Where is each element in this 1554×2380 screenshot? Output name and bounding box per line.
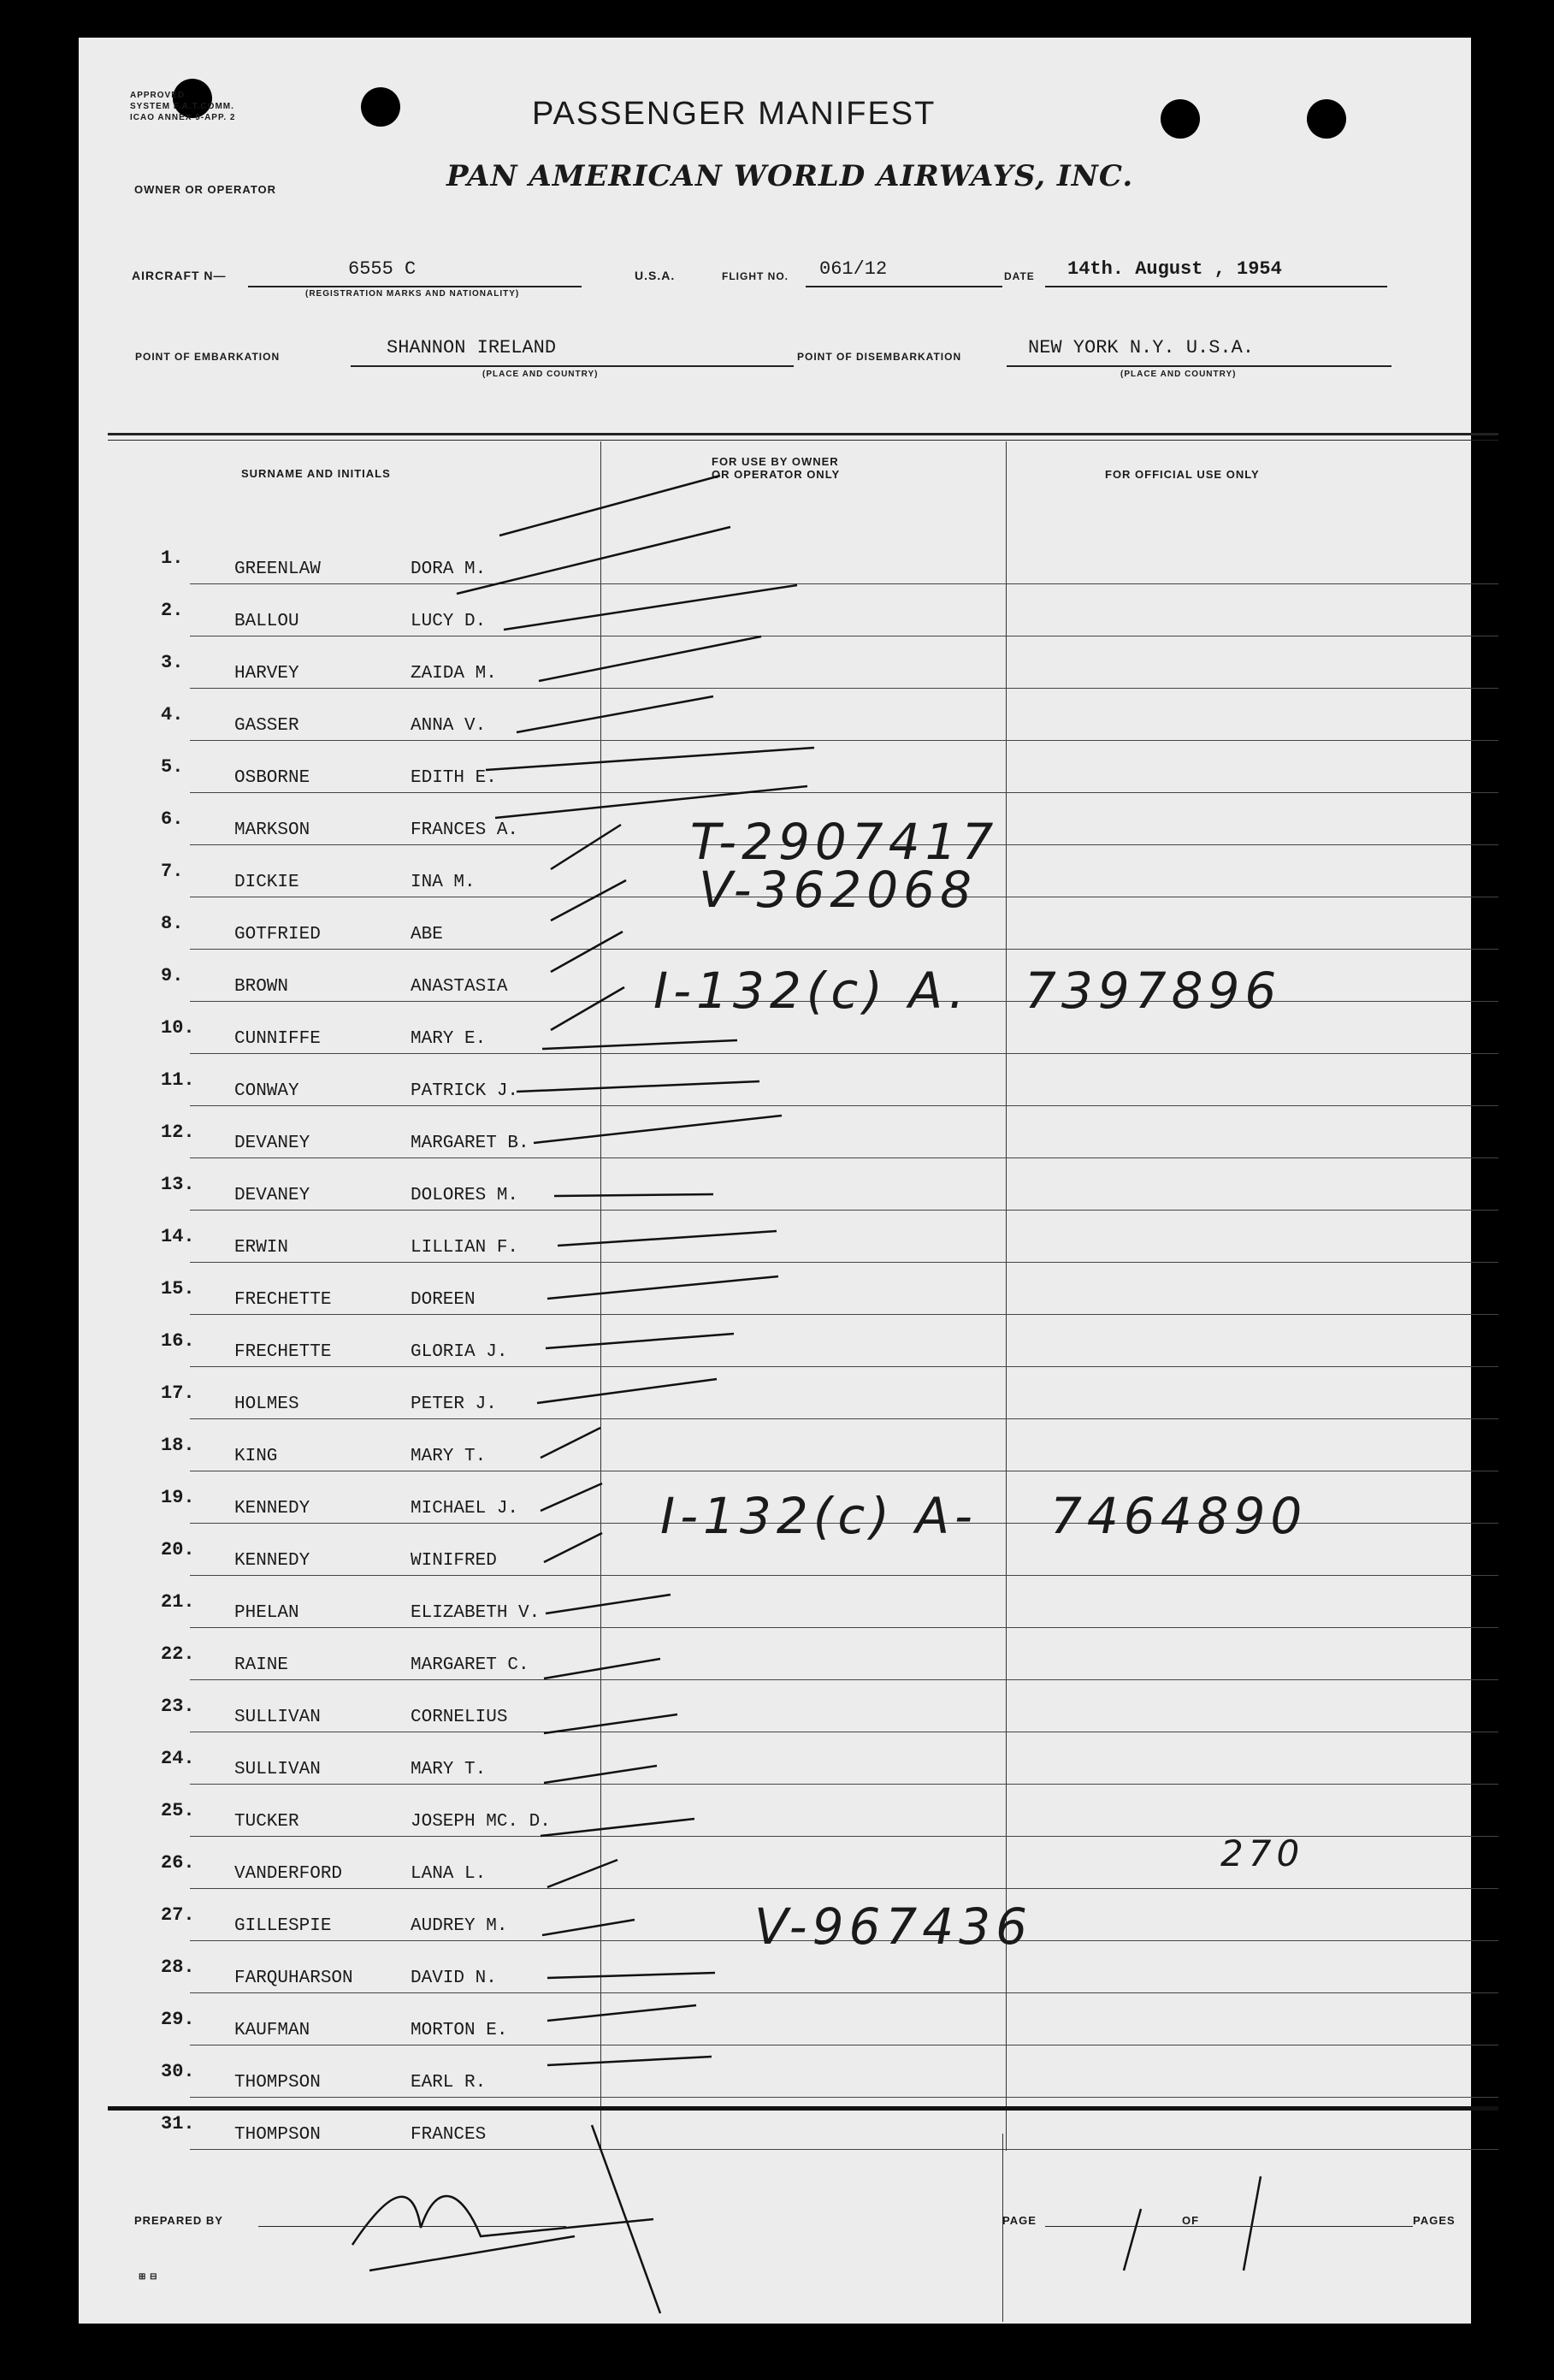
date-value: 14th. August , 1954 xyxy=(1067,258,1282,280)
passenger-initials: MARY T. xyxy=(411,1447,487,1466)
registration-note: (REGISTRATION MARKS AND NATIONALITY) xyxy=(305,289,520,299)
approval-line-3: ICAO ANNEX 9-APP. 2 xyxy=(130,113,236,122)
col-owner-header-2: OR OPERATOR ONLY xyxy=(712,468,841,481)
passenger-surname: GREENLAW xyxy=(234,559,321,579)
passenger-surname: HOLMES xyxy=(234,1394,299,1414)
row-number: 4. xyxy=(161,704,184,725)
passenger-surname: VANDERFORD xyxy=(234,1864,343,1884)
passenger-initials: ZAIDA M. xyxy=(411,664,497,684)
passenger-initials: PETER J. xyxy=(411,1394,497,1414)
passenger-initials: WINIFRED xyxy=(411,1551,497,1571)
row-number: 8. xyxy=(161,913,184,934)
manifest-sheet xyxy=(79,38,1471,2324)
passenger-initials: FRANCES A. xyxy=(411,820,519,840)
passenger-surname: SULLIVAN xyxy=(234,1760,321,1779)
passenger-initials: ANASTASIA xyxy=(411,977,508,997)
prepared-label: PREPARED BY xyxy=(134,2214,223,2227)
row-number: 18. xyxy=(161,1435,195,1456)
passenger-initials: EARL R. xyxy=(411,2073,487,2093)
handwritten-row8: V-362068 xyxy=(699,861,977,919)
passenger-initials: DOLORES M. xyxy=(411,1186,519,1205)
row-number: 31. xyxy=(161,2113,195,2134)
of-label: OF xyxy=(1182,2214,1200,2227)
passenger-surname: CUNNIFFE xyxy=(234,1029,321,1049)
col-official-header: FOR OFFICIAL USE ONLY xyxy=(1105,468,1260,481)
passenger-surname: THOMPSON xyxy=(234,2125,321,2145)
handwritten-row28: V-967436 xyxy=(754,1897,1032,1956)
embark-label: POINT OF EMBARKATION xyxy=(135,351,281,363)
row-number: 26. xyxy=(161,1852,195,1874)
row-number: 12. xyxy=(161,1122,195,1143)
passenger-initials: CORNELIUS xyxy=(411,1708,508,1727)
passenger-surname: PHELAN xyxy=(234,1603,299,1623)
operator-name: PAN AMERICAN WORLD AIRWAYS, INC. xyxy=(446,159,1134,193)
passenger-initials: INA M. xyxy=(411,873,476,892)
page-label: PAGE xyxy=(1002,2214,1037,2227)
passenger-surname: THOMPSON xyxy=(234,2073,321,2093)
row-number: 21. xyxy=(161,1591,195,1613)
passenger-initials: MORTON E. xyxy=(411,2021,508,2040)
form-code: ⊞ ⊟ xyxy=(139,2272,158,2282)
passenger-surname: DEVANEY xyxy=(234,1186,310,1205)
row-number: 27. xyxy=(161,1904,195,1926)
row-number: 30. xyxy=(161,2061,195,2082)
disembark-value: NEW YORK N.Y. U.S.A. xyxy=(1028,337,1255,358)
row-number: 22. xyxy=(161,1643,195,1665)
passenger-surname: OSBORNE xyxy=(234,768,310,788)
handwritten-row20-b: 7464890 xyxy=(1050,1487,1308,1545)
row-number: 9. xyxy=(161,965,184,986)
row-number: 15. xyxy=(161,1278,195,1300)
passenger-surname: KENNEDY xyxy=(234,1551,310,1571)
passenger-initials: DORA M. xyxy=(411,559,487,579)
passenger-initials: MARY E. xyxy=(411,1029,487,1049)
disembark-label: POINT OF DISEMBARKATION xyxy=(797,351,962,363)
row-number: 25. xyxy=(161,1800,195,1821)
passenger-surname: KING xyxy=(234,1447,278,1466)
passenger-surname: ERWIN xyxy=(234,1238,289,1258)
passenger-surname: CONWAY xyxy=(234,1081,299,1101)
page-number xyxy=(1120,2194,1149,2235)
passenger-surname: TUCKER xyxy=(234,1812,299,1832)
passenger-surname: HARVEY xyxy=(234,664,299,684)
row-number: 20. xyxy=(161,1539,195,1560)
passenger-surname: GASSER xyxy=(234,716,299,736)
passenger-surname: RAINE xyxy=(234,1655,289,1675)
passenger-surname: SULLIVAN xyxy=(234,1708,321,1727)
handwritten-row10-a: I-132(c) A. xyxy=(653,962,970,1020)
row-number: 23. xyxy=(161,1696,195,1717)
row-number: 10. xyxy=(161,1017,195,1039)
row-number: 2. xyxy=(161,600,184,621)
usa-label: U.S.A. xyxy=(635,269,676,282)
passenger-initials: MARGARET B. xyxy=(411,1134,529,1153)
row-number: 7. xyxy=(161,861,184,882)
aircraft-value: 6555 C xyxy=(348,258,417,280)
embark-value: SHANNON IRELAND xyxy=(387,337,557,358)
row-number: 29. xyxy=(161,2009,195,2030)
passenger-initials: GLORIA J. xyxy=(411,1342,508,1362)
passenger-surname: FRECHETTE xyxy=(234,1342,332,1362)
page-total xyxy=(1242,2194,1270,2235)
page-title: PASSENGER MANIFEST xyxy=(532,96,937,132)
passenger-initials: LILLIAN F. xyxy=(411,1238,519,1258)
passenger-surname: FRECHETTE xyxy=(234,1290,332,1310)
handwritten-row7: T-2907417 xyxy=(690,813,999,871)
passenger-surname: GILLESPIE xyxy=(234,1916,332,1936)
passenger-surname: BALLOU xyxy=(234,612,299,631)
embark-place-note: (PLACE AND COUNTRY) xyxy=(482,370,599,379)
col-surname-header: SURNAME AND INITIALS xyxy=(241,467,391,480)
passenger-initials: MARY T. xyxy=(411,1760,487,1779)
date-label: DATE xyxy=(1004,270,1035,282)
passenger-initials: PATRICK J. xyxy=(411,1081,519,1101)
passenger-initials: MICHAEL J. xyxy=(411,1499,519,1519)
passenger-initials: JOSEPH MC. D. xyxy=(411,1812,551,1832)
passenger-initials: ELIZABETH V. xyxy=(411,1603,541,1623)
passenger-initials: MARGARET C. xyxy=(411,1655,529,1675)
check-marks xyxy=(79,38,1471,2324)
row-number: 24. xyxy=(161,1748,195,1769)
pages-label: PAGES xyxy=(1413,2214,1456,2227)
passenger-initials: DOREEN xyxy=(411,1290,476,1310)
row-number: 14. xyxy=(161,1226,195,1247)
passenger-initials: EDITH E. xyxy=(411,768,497,788)
owner-label: OWNER OR OPERATOR xyxy=(134,183,277,196)
row-number: 3. xyxy=(161,652,184,673)
row-number: 19. xyxy=(161,1487,195,1508)
passenger-surname: DICKIE xyxy=(234,873,299,892)
handwritten-row10-b: 7397896 xyxy=(1025,962,1282,1020)
passenger-initials: ANNA V. xyxy=(411,716,487,736)
passenger-surname: BROWN xyxy=(234,977,289,997)
row-number: 13. xyxy=(161,1174,195,1195)
passenger-initials: AUDREY M. xyxy=(411,1916,508,1936)
approval-line-2: SYSTEM F.A.T.COMM. xyxy=(130,102,234,111)
passenger-surname: MARKSON xyxy=(234,820,310,840)
row-number: 1. xyxy=(161,548,184,569)
row-number: 11. xyxy=(161,1069,195,1091)
passenger-surname: FARQUHARSON xyxy=(234,1969,353,1988)
row-number: 16. xyxy=(161,1330,195,1352)
row-number: 28. xyxy=(161,1957,195,1978)
passenger-surname: GOTFRIED xyxy=(234,925,321,944)
handwritten-row26-official: 270 xyxy=(1220,1832,1305,1874)
flight-value: 061/12 xyxy=(819,258,888,280)
passenger-initials: LUCY D. xyxy=(411,612,487,631)
disembark-place-note: (PLACE AND COUNTRY) xyxy=(1120,370,1237,379)
passenger-initials: FRANCES xyxy=(411,2125,487,2145)
aircraft-label: AIRCRAFT N— xyxy=(132,269,227,282)
passenger-surname: KAUFMAN xyxy=(234,2021,310,2040)
passenger-initials: ABE xyxy=(411,925,443,944)
passenger-initials: DAVID N. xyxy=(411,1969,497,1988)
row-number: 17. xyxy=(161,1382,195,1404)
flight-label: FLIGHT NO. xyxy=(722,270,789,282)
row-number: 5. xyxy=(161,756,184,778)
col-owner-header-1: FOR USE BY OWNER xyxy=(712,455,839,468)
row-number: 6. xyxy=(161,808,184,830)
passenger-surname: DEVANEY xyxy=(234,1134,310,1153)
passenger-surname: KENNEDY xyxy=(234,1499,310,1519)
handwritten-row20-a: I-132(c) A- xyxy=(660,1487,978,1545)
approval-line-1: APPROVED xyxy=(130,91,186,100)
passenger-initials: LANA L. xyxy=(411,1864,487,1884)
